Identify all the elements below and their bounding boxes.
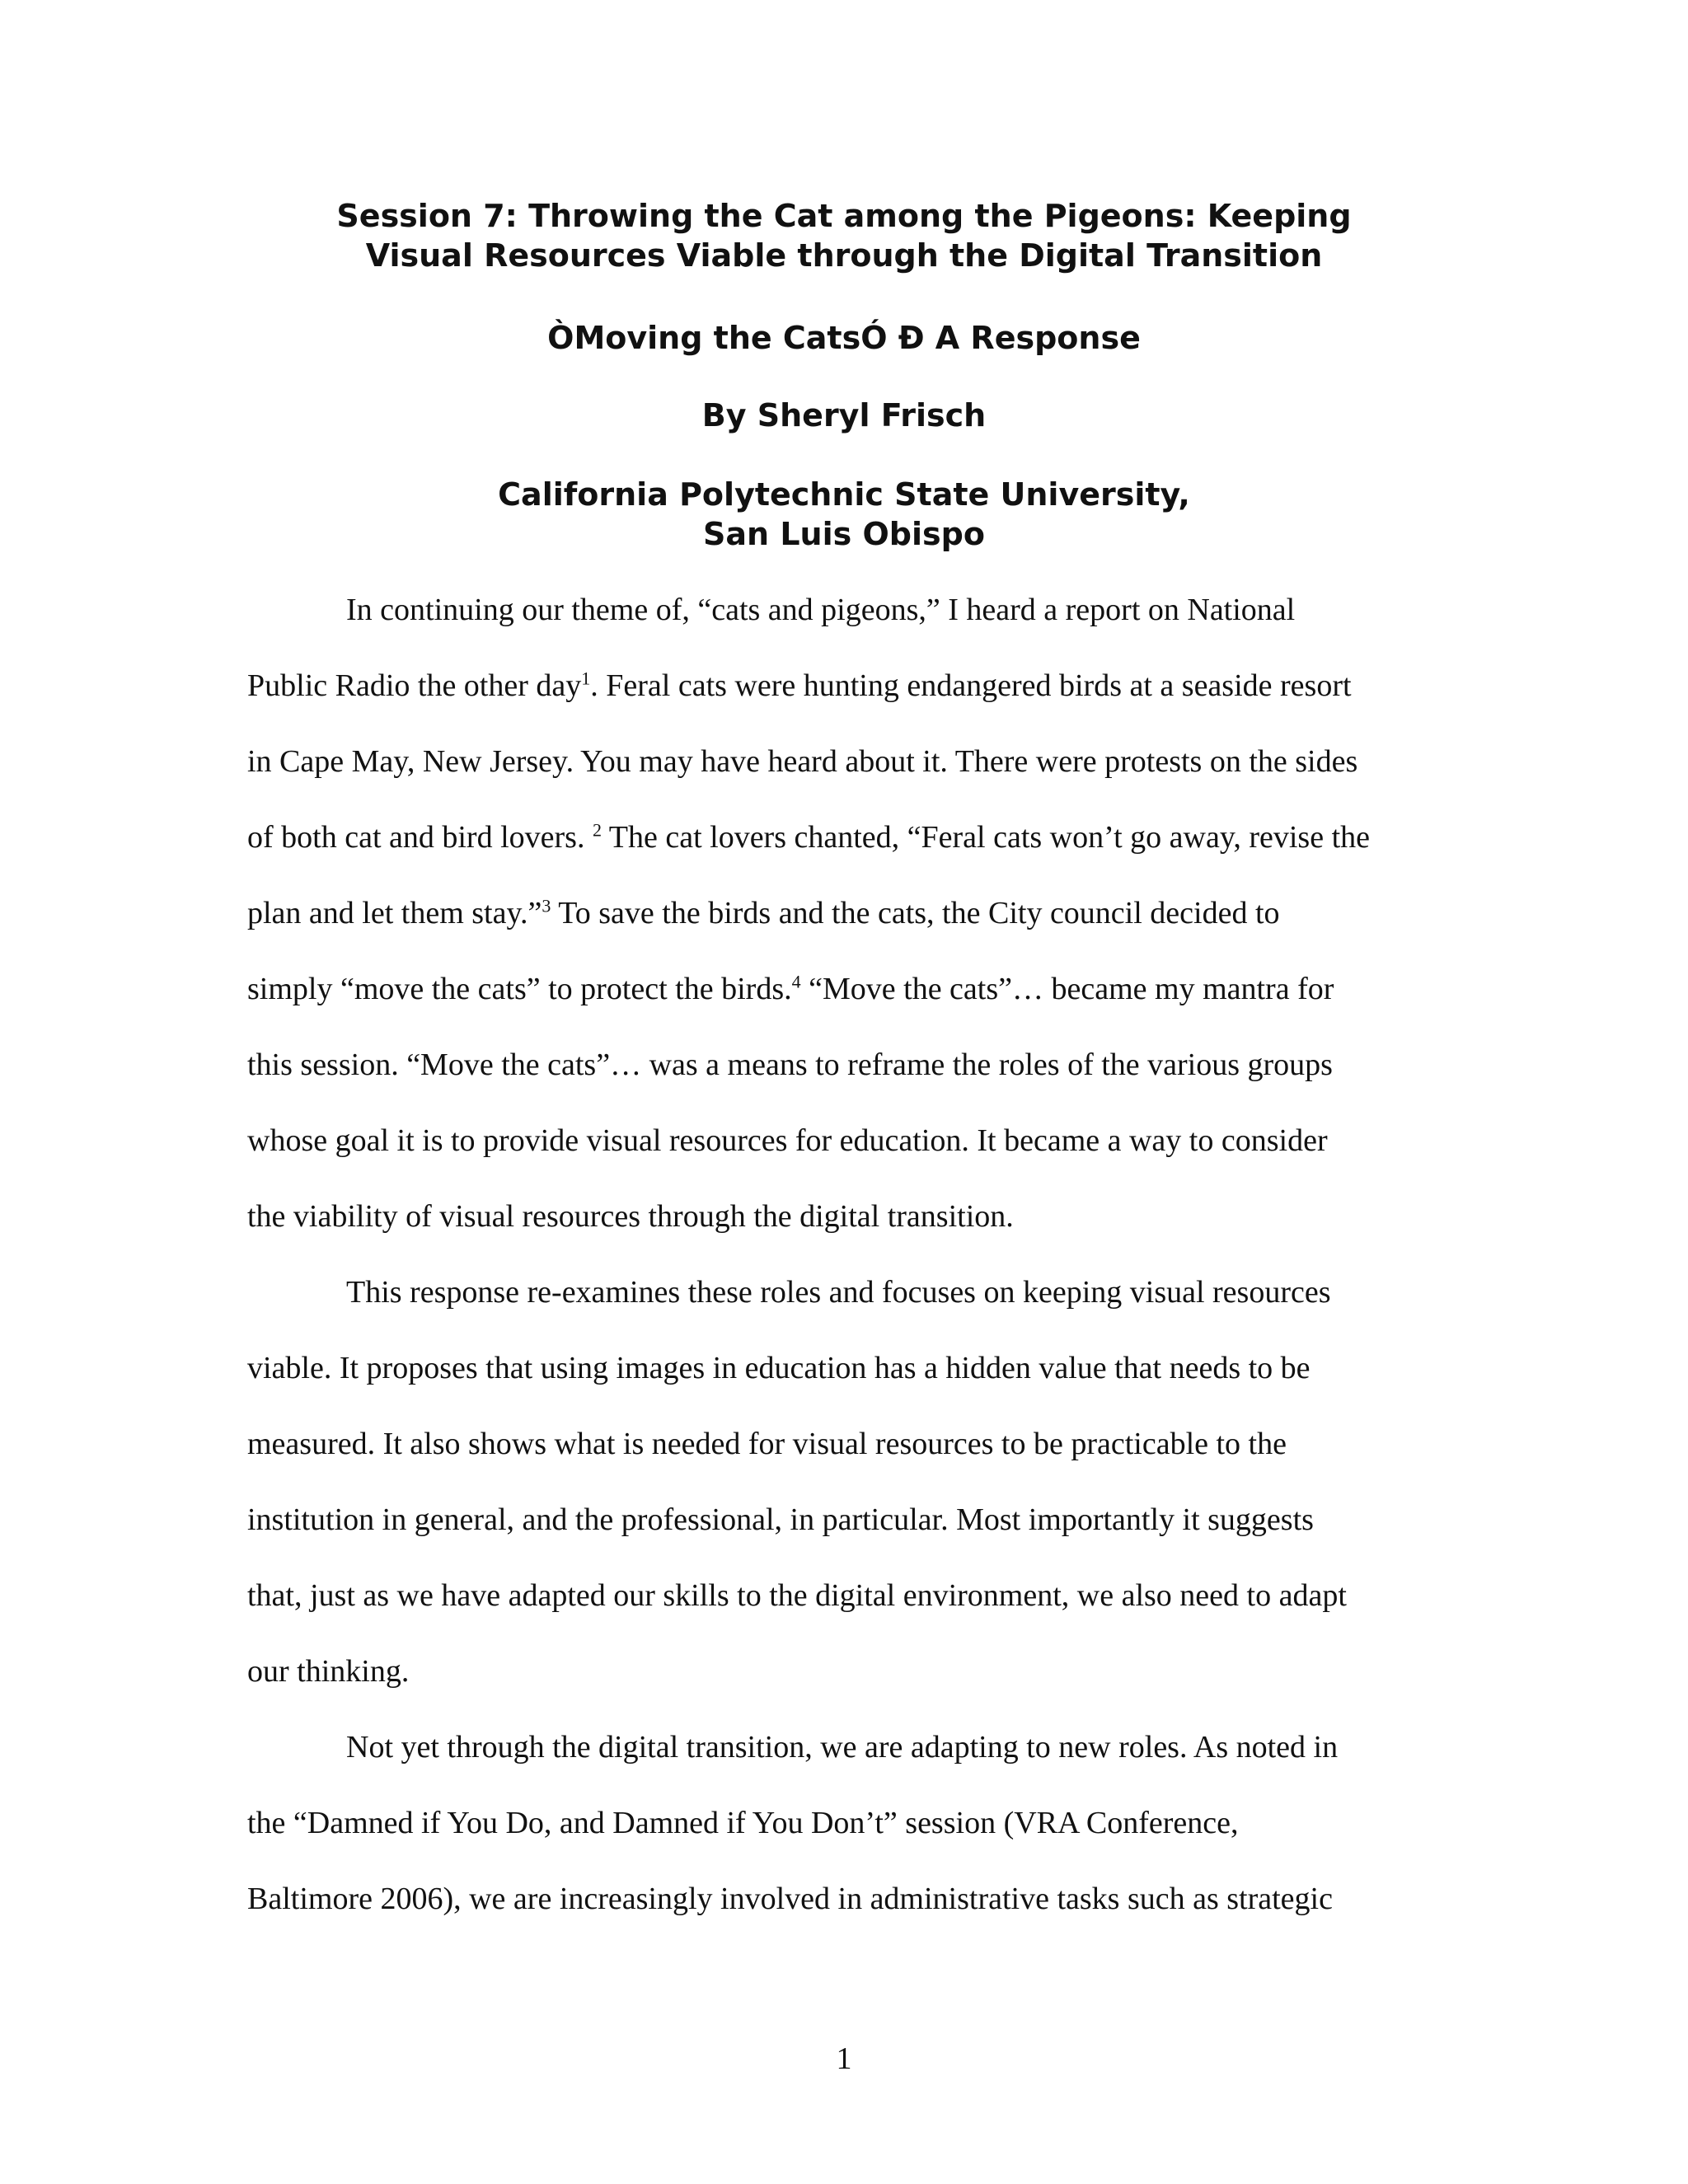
text-line: whose goal it is to provide visual resources for education. It became a way to consider	[247, 1123, 1328, 1158]
text-line: Not yet through the digital transition, we are adapting to new roles. As noted in	[346, 1730, 1339, 1765]
text-line	[247, 951, 1434, 1027]
text-segment: of both cat and bird lovers.	[247, 820, 593, 855]
response-subtitle-text: ÒMoving the CatsÓ Ð A Response	[547, 320, 1141, 356]
text-segment: . Feral cats were hunting endangered birds at a seaside resort	[590, 668, 1352, 703]
footnote-ref-3[interactable]: 3	[542, 895, 551, 916]
text-line: the viability of visual resources through the digital transition.	[247, 1199, 1014, 1234]
session-title-line: Session 7: Throwing the Cat among the Pigeons: Keeping	[336, 198, 1352, 234]
text-line: this session. “Move the cats”… was a means to reframe the roles of the various groups	[247, 1047, 1333, 1082]
paragraph-2	[247, 1254, 1434, 1709]
text-line: This response re-examines these roles and focuses on keeping visual resources	[346, 1275, 1331, 1310]
footnote-ref-4[interactable]: 4	[791, 971, 801, 992]
text-line: Baltimore 2006), we are increasingly involved in administrative tasks such as strategic	[247, 1882, 1333, 1916]
text-segment: The cat lovers chanted, “Feral cats won’t go away, revise the	[601, 820, 1371, 855]
text-segment: simply “move the cats” to protect the birds.	[247, 972, 792, 1006]
affiliation-line: California Polytechnic State University,	[498, 476, 1190, 513]
session-title-line: Visual Resources Viable through the Digital Transition	[365, 237, 1323, 274]
text-segment: “Move the cats”… became my mantra for	[800, 972, 1334, 1006]
text-line: In continuing our theme of, “cats and pigeons,” I heard a report on National	[346, 593, 1296, 627]
text-segment: Public Radio the other day	[247, 668, 582, 703]
text-line	[247, 875, 1434, 951]
text-line: the “Damned if You Do, and Damned if You Don’t” session (VRA Conference,	[247, 1806, 1239, 1840]
text-segment: To save the birds and the cats, the City council decided to	[551, 896, 1280, 930]
response-subtitle	[0, 318, 1688, 358]
text-line: measured. It also shows what is needed for visual resources to be practicable to the	[247, 1427, 1287, 1461]
author-byline	[0, 396, 1688, 435]
text-line: that, just as we have adapted our skills to the digital environment, we also need to adapt	[247, 1578, 1347, 1613]
text-line: our thinking.	[247, 1654, 410, 1689]
paragraph-1	[247, 572, 1434, 1254]
footnote-ref-1[interactable]: 1	[581, 668, 591, 689]
author-affiliation	[0, 475, 1688, 554]
text-line: viable. It proposes that using images in education has a hidden value that needs to be	[247, 1351, 1311, 1385]
paragraph-3	[247, 1709, 1434, 1937]
text-line	[247, 799, 1434, 875]
text-line: in Cape May, New Jersey. You may have heard about it. There were protests on the sides	[247, 744, 1358, 779]
footnote-ref-2[interactable]: 2	[592, 819, 602, 841]
text-segment: plan and let them stay.”	[247, 896, 542, 930]
text-line	[247, 648, 1434, 724]
text-line: institution in general, and the professional, in particular. Most importantly it suggests	[247, 1502, 1314, 1537]
session-title	[0, 196, 1688, 275]
page-number: 1	[836, 2041, 852, 2076]
affiliation-line: San Luis Obispo	[703, 516, 985, 552]
author-name: By Sheryl Frisch	[701, 397, 987, 434]
